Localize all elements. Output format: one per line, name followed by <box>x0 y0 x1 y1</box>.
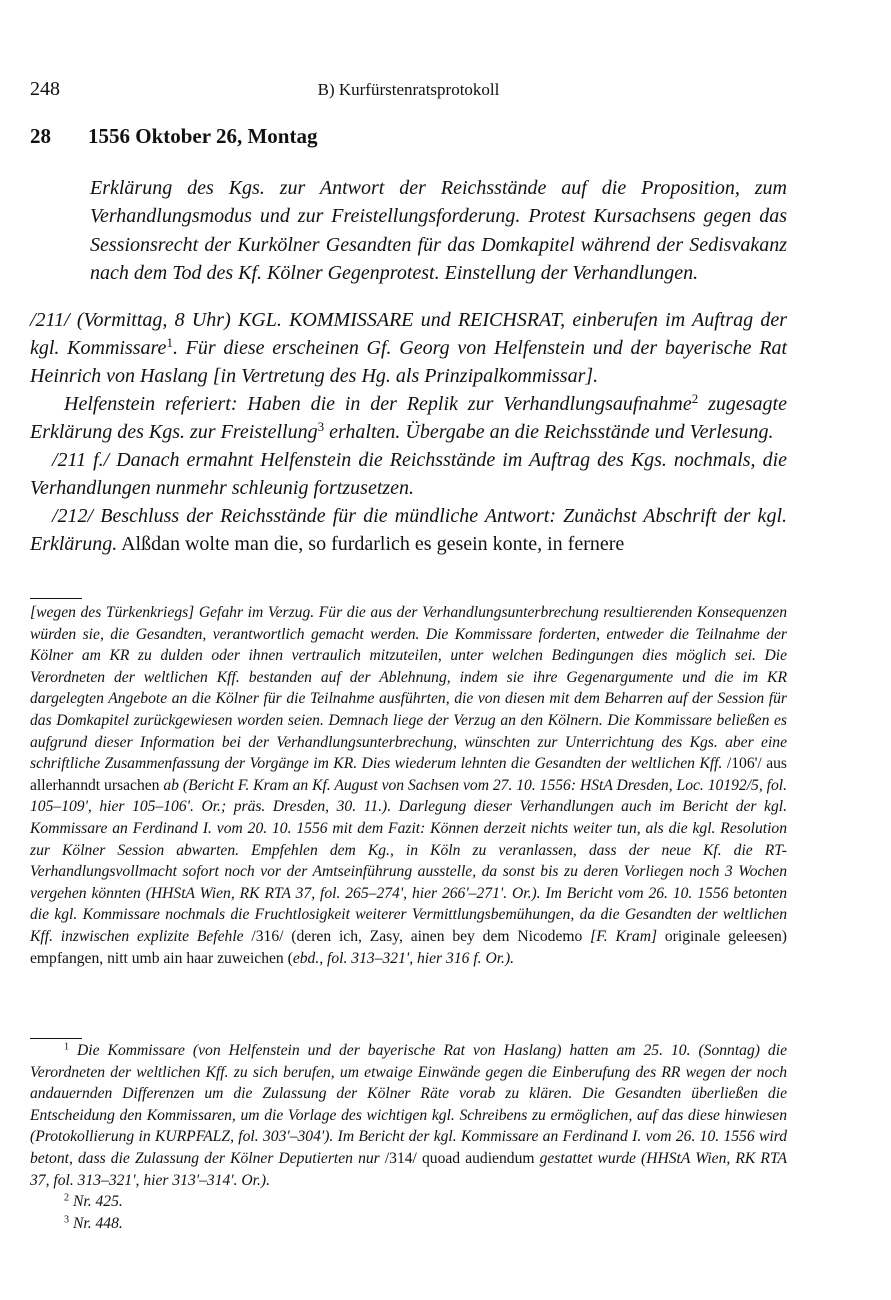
main-text <box>30 306 787 558</box>
text-segment: /314/ quoad audiendum <box>379 1149 540 1167</box>
text-segment: erhalten. Übergabe an die Reichsstände und Verlesung. <box>324 421 774 443</box>
text-segment: zugesagte Erklärung des Kgs. zur Freistellung <box>30 393 787 443</box>
text-segment: Nr. 425. <box>69 1193 123 1211</box>
text-segment: . Für diese erscheinen Gf. Georg von Helfenstein und der bayerische Rat Heinrich von Haslang [in Vertretung des Hg. als Prinzipalkommissar]. <box>30 337 787 387</box>
running-title: B) Kurfürstenratsprotokoll <box>317 80 500 99</box>
footnote-reference: 1 <box>64 1041 70 1053</box>
text-segment: /106'/ aus allerhanndt ursachen <box>30 755 788 794</box>
footnotes <box>30 1040 787 1234</box>
footnote-reference: 2 <box>691 390 699 406</box>
entry-heading <box>30 124 317 149</box>
footnote-continuation <box>30 602 787 969</box>
text-segment: /212/ Beschluss der Reichsstände für die mündliche Antwort: Zunächst Abschrift der kgl. Erklärung. <box>30 505 787 555</box>
footnote <box>30 1040 787 1191</box>
running-head <box>30 78 787 106</box>
body-paragraph <box>30 306 787 390</box>
text-segment: /211/ (Vormittag, 8 Uhr) KGL. KOMMISSARE und REICHSRAT, einberufen im Auftrag der kgl. Kommissare <box>30 309 787 359</box>
footnote-divider <box>30 598 82 599</box>
entry-date: 1556 Oktober 26, Montag <box>88 124 318 148</box>
text-segment: /211 f./ Danach ermahnt Helfenstein die Reichsstände im Auftrag des Kgs. nochmals, die Verhandlungen nunmehr schleunig fortzusetzen. <box>30 449 787 499</box>
footnote <box>30 1213 787 1235</box>
body-paragraph <box>30 446 787 502</box>
body-paragraph <box>30 502 787 558</box>
footnote-paragraph <box>30 602 787 969</box>
footnote-divider <box>30 1038 82 1039</box>
footnote-reference: 3 <box>317 418 325 434</box>
entry-summary: Erklärung des Kgs. zur Antwort der Reichsstände auf die Proposition, zum Verhandlungsmodus und zur Freistellungsforderung. Protest Kursachsens gegen das Sessionsrecht der Kurkölner Gesandten für das Domkapitel während der Sedisvakanz nach dem Tod des Kf. Kölner Gegenprotest. Einstellung der Verhandlungen. <box>90 177 787 285</box>
footnote-reference: 2 <box>64 1192 70 1204</box>
text-segment: Helfenstein referiert: Haben die in der Replik zur Verhandlungsaufnahme <box>64 393 692 415</box>
footnote-reference: 3 <box>64 1214 70 1226</box>
footnote-reference: 1 <box>166 334 173 350</box>
text-segment: originale geleesen) empfangen, nitt umb ain haar zuweichen ( <box>30 927 787 967</box>
page-number: 248 <box>30 78 60 100</box>
text-segment: [wegen des Türkenkriegs] Gefahr im Verzug. Für die aus der Verhandlungsunterbrechung resultierenden Konsequenzen würden sie, die Gesandten, verantwortlich gemacht werden. Die Kommissare forderten, entweder die Teilnahme der Kölner am KR zu dulden oder ihnen vertraulich mitzuteilen, unter welchen Bedingungen dies möglich sei. Die Verordneten der weltlichen Kff. bestanden auf der Ablehnung, indem sie ihre Gegenargumente und die im KR dargelegten Angebote an die Kölner für die Teilnahme ausführten, die von diesen mit dem Beharren auf der Session für das Domkapitel zurückgewiesen worden seien. Demnach liege der Verzug an den Kölnern. Die Kommissare beließen es aufgrund dieser Information bei der Verhandlungsunterbrechung, wünschten zur Unterrichtung des Kgs. aber eine schriftliche Zusammenfassung der Vorgänge im KR. Dies wiederum lehnten die Gesandten der weltlichen Kff. <box>30 604 787 773</box>
text-segment: Nr. 448. <box>69 1214 123 1232</box>
text-segment: Alßdan wolte man die, so furdarlich es gesein konte, in fernere <box>117 533 625 555</box>
text-segment: /316/ (deren ich, Zasy, ainen bey dem Nicodemo <box>243 927 591 945</box>
text-segment: Die Kommissare (von Helfenstein und der bayerische Rat von Haslang) hatten am 25. 10. (Sonntag) die Verordneten der weltlichen Kff. zu sich berufen, um etwaige Einwände gegen die Einberufung des RR wegen der noch andauernden Differenzen um die Zulassung der Kölner Räte vorab zu klären. Die Gesandten überließen die Entscheidung den Kommissaren, um die Vorlage des wichtigen kgl. Schreibens zu ermöglichen, auf das diese hinwiesen (Protokollierung in KURPFALZ, fol. 303'–304'). Im Bericht der kgl. Kommissare an Ferdinand I. vom 26. 10. 1556 wird betont, dass die Zulassung der Kölner Deputierten nur <box>30 1042 787 1167</box>
entry-number: 28 <box>30 124 51 148</box>
body-paragraph <box>30 390 787 446</box>
text-segment: ab (Bericht F. Kram an Kf. August von Sachsen vom 27. 10. 1556: HStA Dresden, Loc. 10192/5, fol. 105–109', hier 105–106'. Or.; präs. Dresden, 30. 11.). Darlegung dieser Verhandlungen auch im Bericht der kgl. Kommissare an Ferdinand I. vom 20. 10. 1556 mit dem Fazit: Können derzeit nichts weiter tun, als die kgl. Resolution zur Kölner Session abwarten. Empfehlen dem Kg., in Köln zu veranlassen, dass der neue Kf. die RT-Verhandlungsvollmacht sofort noch vor der Amtseinführung ausstelle, da sonst bis zu deren Vorliegen noch 3 Wochen vergehen könnten (HHStA Wien, RK RTA 37, fol. 265–274', hier 266'–271'. Or.). Im Bericht vom 26. 10. 1556 betonten die kgl. Kommissare nochmals die Fruchtlosigkeit weiterer Vermittlungsbemühungen, da die Gesandten der weltlichen Kff. inzwischen explizite Befehle <box>30 776 787 945</box>
text-segment: ebd., fol. 313–321', hier 316 f. Or.). <box>292 949 515 967</box>
footnote <box>30 1191 787 1213</box>
text-segment: [F. Kram] <box>590 927 658 945</box>
text-segment: gestattet wurde (HHStA Wien, RK RTA 37, fol. 313–321', hier 313'–314'. Or.). <box>30 1149 787 1189</box>
